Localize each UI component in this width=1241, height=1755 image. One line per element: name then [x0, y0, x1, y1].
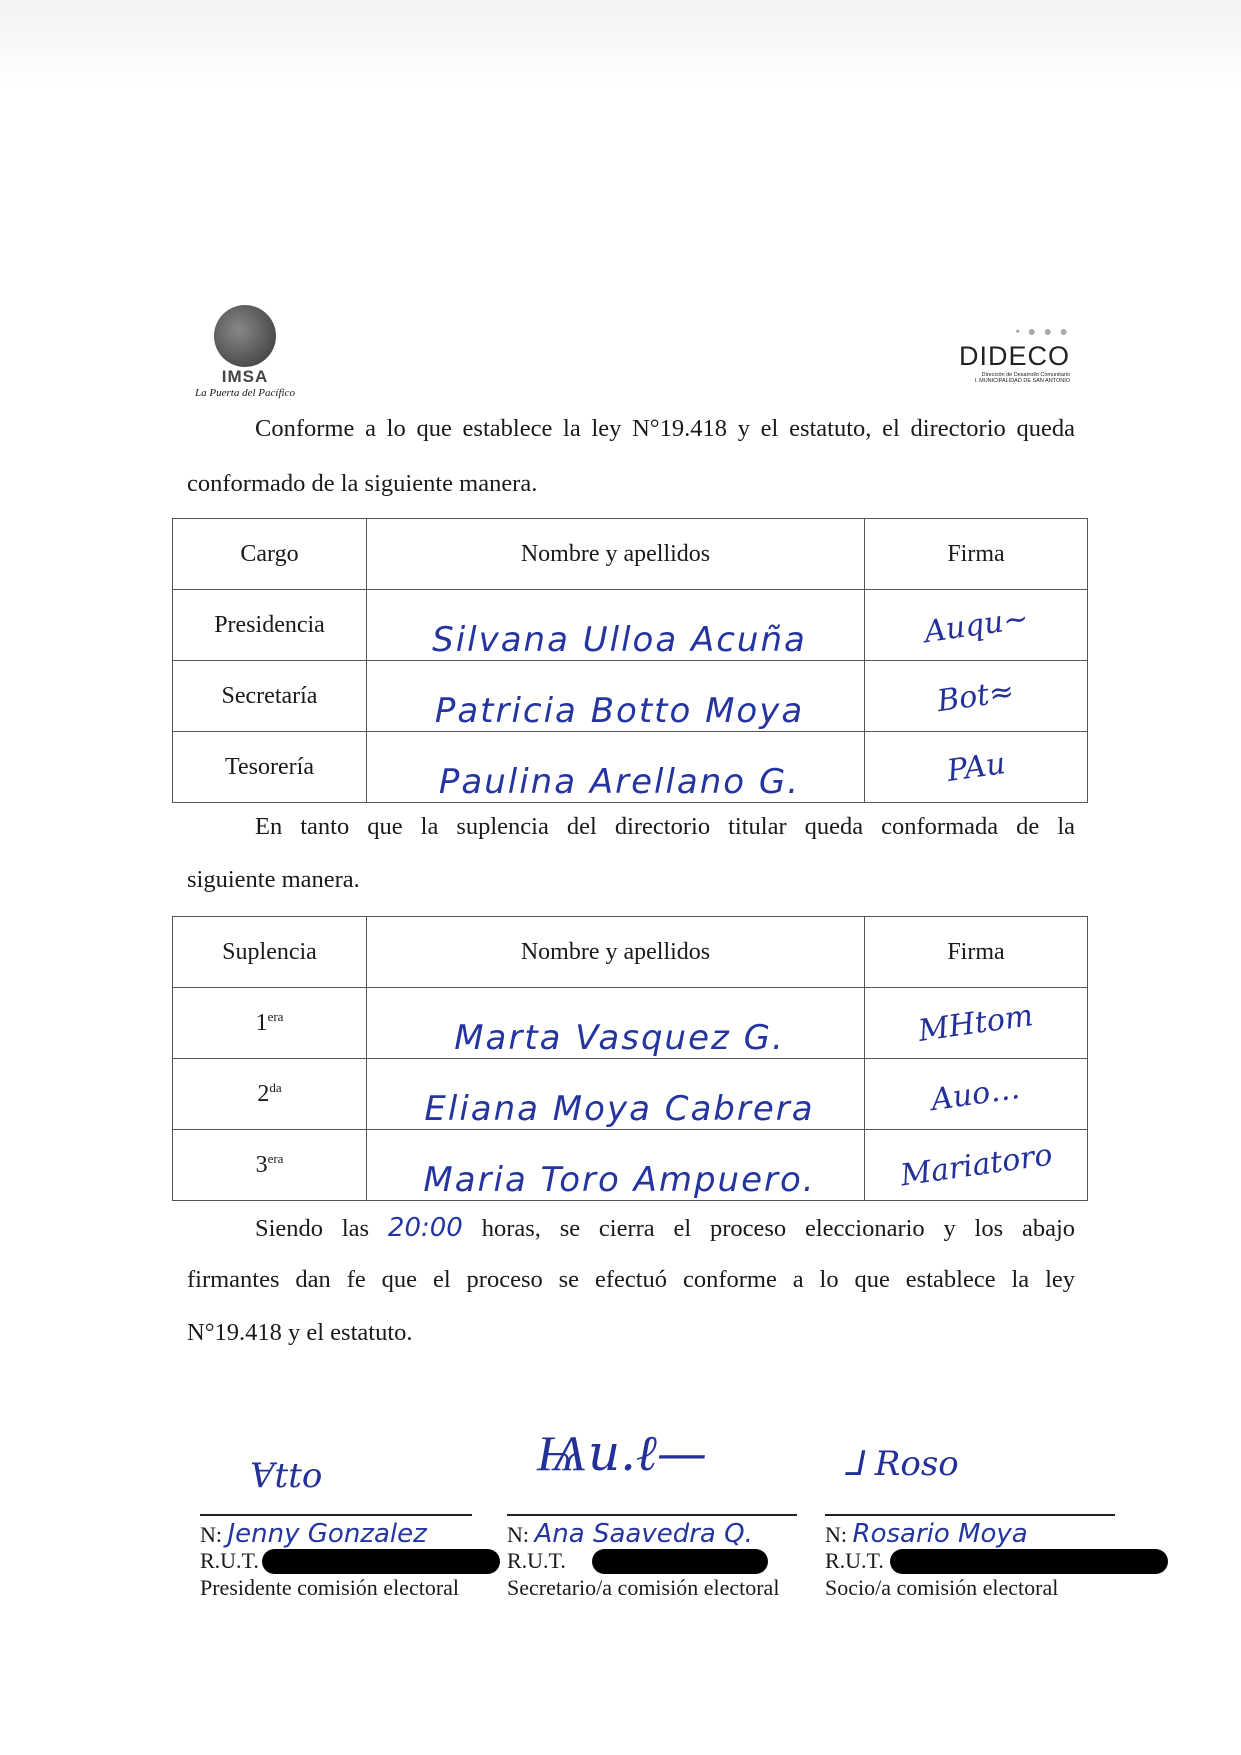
- intro-line-1: Conforme a lo que establece la ley N°19.418 y el estatuto, el directorio queda: [255, 415, 1075, 442]
- closing-line-2: firmantes dan fe que el proceso se efectuó conforme a lo que establece la ley: [187, 1266, 1075, 1293]
- signature: PAu: [865, 732, 1088, 803]
- signature: Auo…: [865, 1059, 1088, 1130]
- handwritten-time: 20:00: [387, 1213, 463, 1243]
- handwritten-name: Silvana Ulloa Acuña: [367, 590, 865, 661]
- directorio-table: [172, 518, 1088, 803]
- closing-line-1: Siendo las 20:00 horas, se cierra el proceso eleccionario y los abajo: [255, 1213, 1076, 1243]
- scan-edge: [0, 0, 1241, 90]
- signature: Ѩu.ℓ—: [537, 1424, 707, 1482]
- signature: Mariatoro: [865, 1130, 1088, 1201]
- signatory-president: Ɐtto N: Jenny Gonzalez R.U.T. Presidente comisión electoral: [200, 1514, 472, 1602]
- signature: Bot≈: [865, 661, 1088, 732]
- signatory-secretary: Ѩu.ℓ— N: Ana Saavedra Q. R.U.T. Secretario/a comisión electoral: [507, 1514, 797, 1602]
- table-row: Presidencia Silvana Ulloa Acuña Auqu~: [173, 590, 1088, 661]
- closing-line-3: N°19.418 y el estatuto.: [187, 1319, 413, 1346]
- handwritten-name: Marta Vasquez G.: [367, 988, 865, 1059]
- table-row: Tesorería Paulina Arellano G. PAu: [173, 732, 1088, 803]
- signature: Auqu~: [865, 590, 1088, 661]
- signature: MHtom: [865, 988, 1088, 1059]
- redaction: [592, 1549, 768, 1574]
- handwritten-name: Maria Toro Ampuero.: [367, 1130, 865, 1201]
- signature: ⅃ Roso: [845, 1444, 959, 1484]
- suplencia-line-1: En tanto que la suplencia del directorio titular queda conformada de la: [255, 813, 1075, 840]
- imsa-logo: IMSA La Puerta del Pacífico: [190, 305, 300, 399]
- redaction: [262, 1549, 500, 1574]
- suplencia-line-2: siguiente manera.: [187, 866, 360, 893]
- imsa-emblem: [214, 305, 276, 367]
- dideco-logo: • ● ● ● DIDECO Dirección de Desarrollo Comunitario I. MUNICIPALIDAD DE SAN ANTONIO: [945, 325, 1070, 384]
- table-header-row: Cargo Nombre y apellidos Firma: [173, 519, 1088, 590]
- table-header-row: Suplencia Nombre y apellidos Firma: [173, 917, 1088, 988]
- table-row: Secretaría Patricia Botto Moya Bot≈: [173, 661, 1088, 732]
- redaction: [890, 1549, 1168, 1574]
- signature: Ɐtto: [250, 1456, 323, 1496]
- handwritten-name: Patricia Botto Moya: [367, 661, 865, 732]
- intro-line-2: conformado de la siguiente manera.: [187, 470, 538, 497]
- table-row: $2^{da}$ Eliana Moya Cabrera Auo…: [173, 1059, 1088, 1130]
- signatory-member: ⅃ Roso N: Rosario Moya R.U.T. Socio/a comisión electoral: [825, 1514, 1115, 1602]
- table-row: $3^{era}$ Maria Toro Ampuero. Mariatoro: [173, 1130, 1088, 1201]
- handwritten-name: Eliana Moya Cabrera: [367, 1059, 865, 1130]
- dots-icon: • ● ● ●: [1015, 325, 1070, 340]
- handwritten-name: Paulina Arellano G.: [367, 732, 865, 803]
- table-row: $1^{era}$ Marta Vasquez G. MHtom: [173, 988, 1088, 1059]
- suplencia-table: [172, 916, 1088, 1201]
